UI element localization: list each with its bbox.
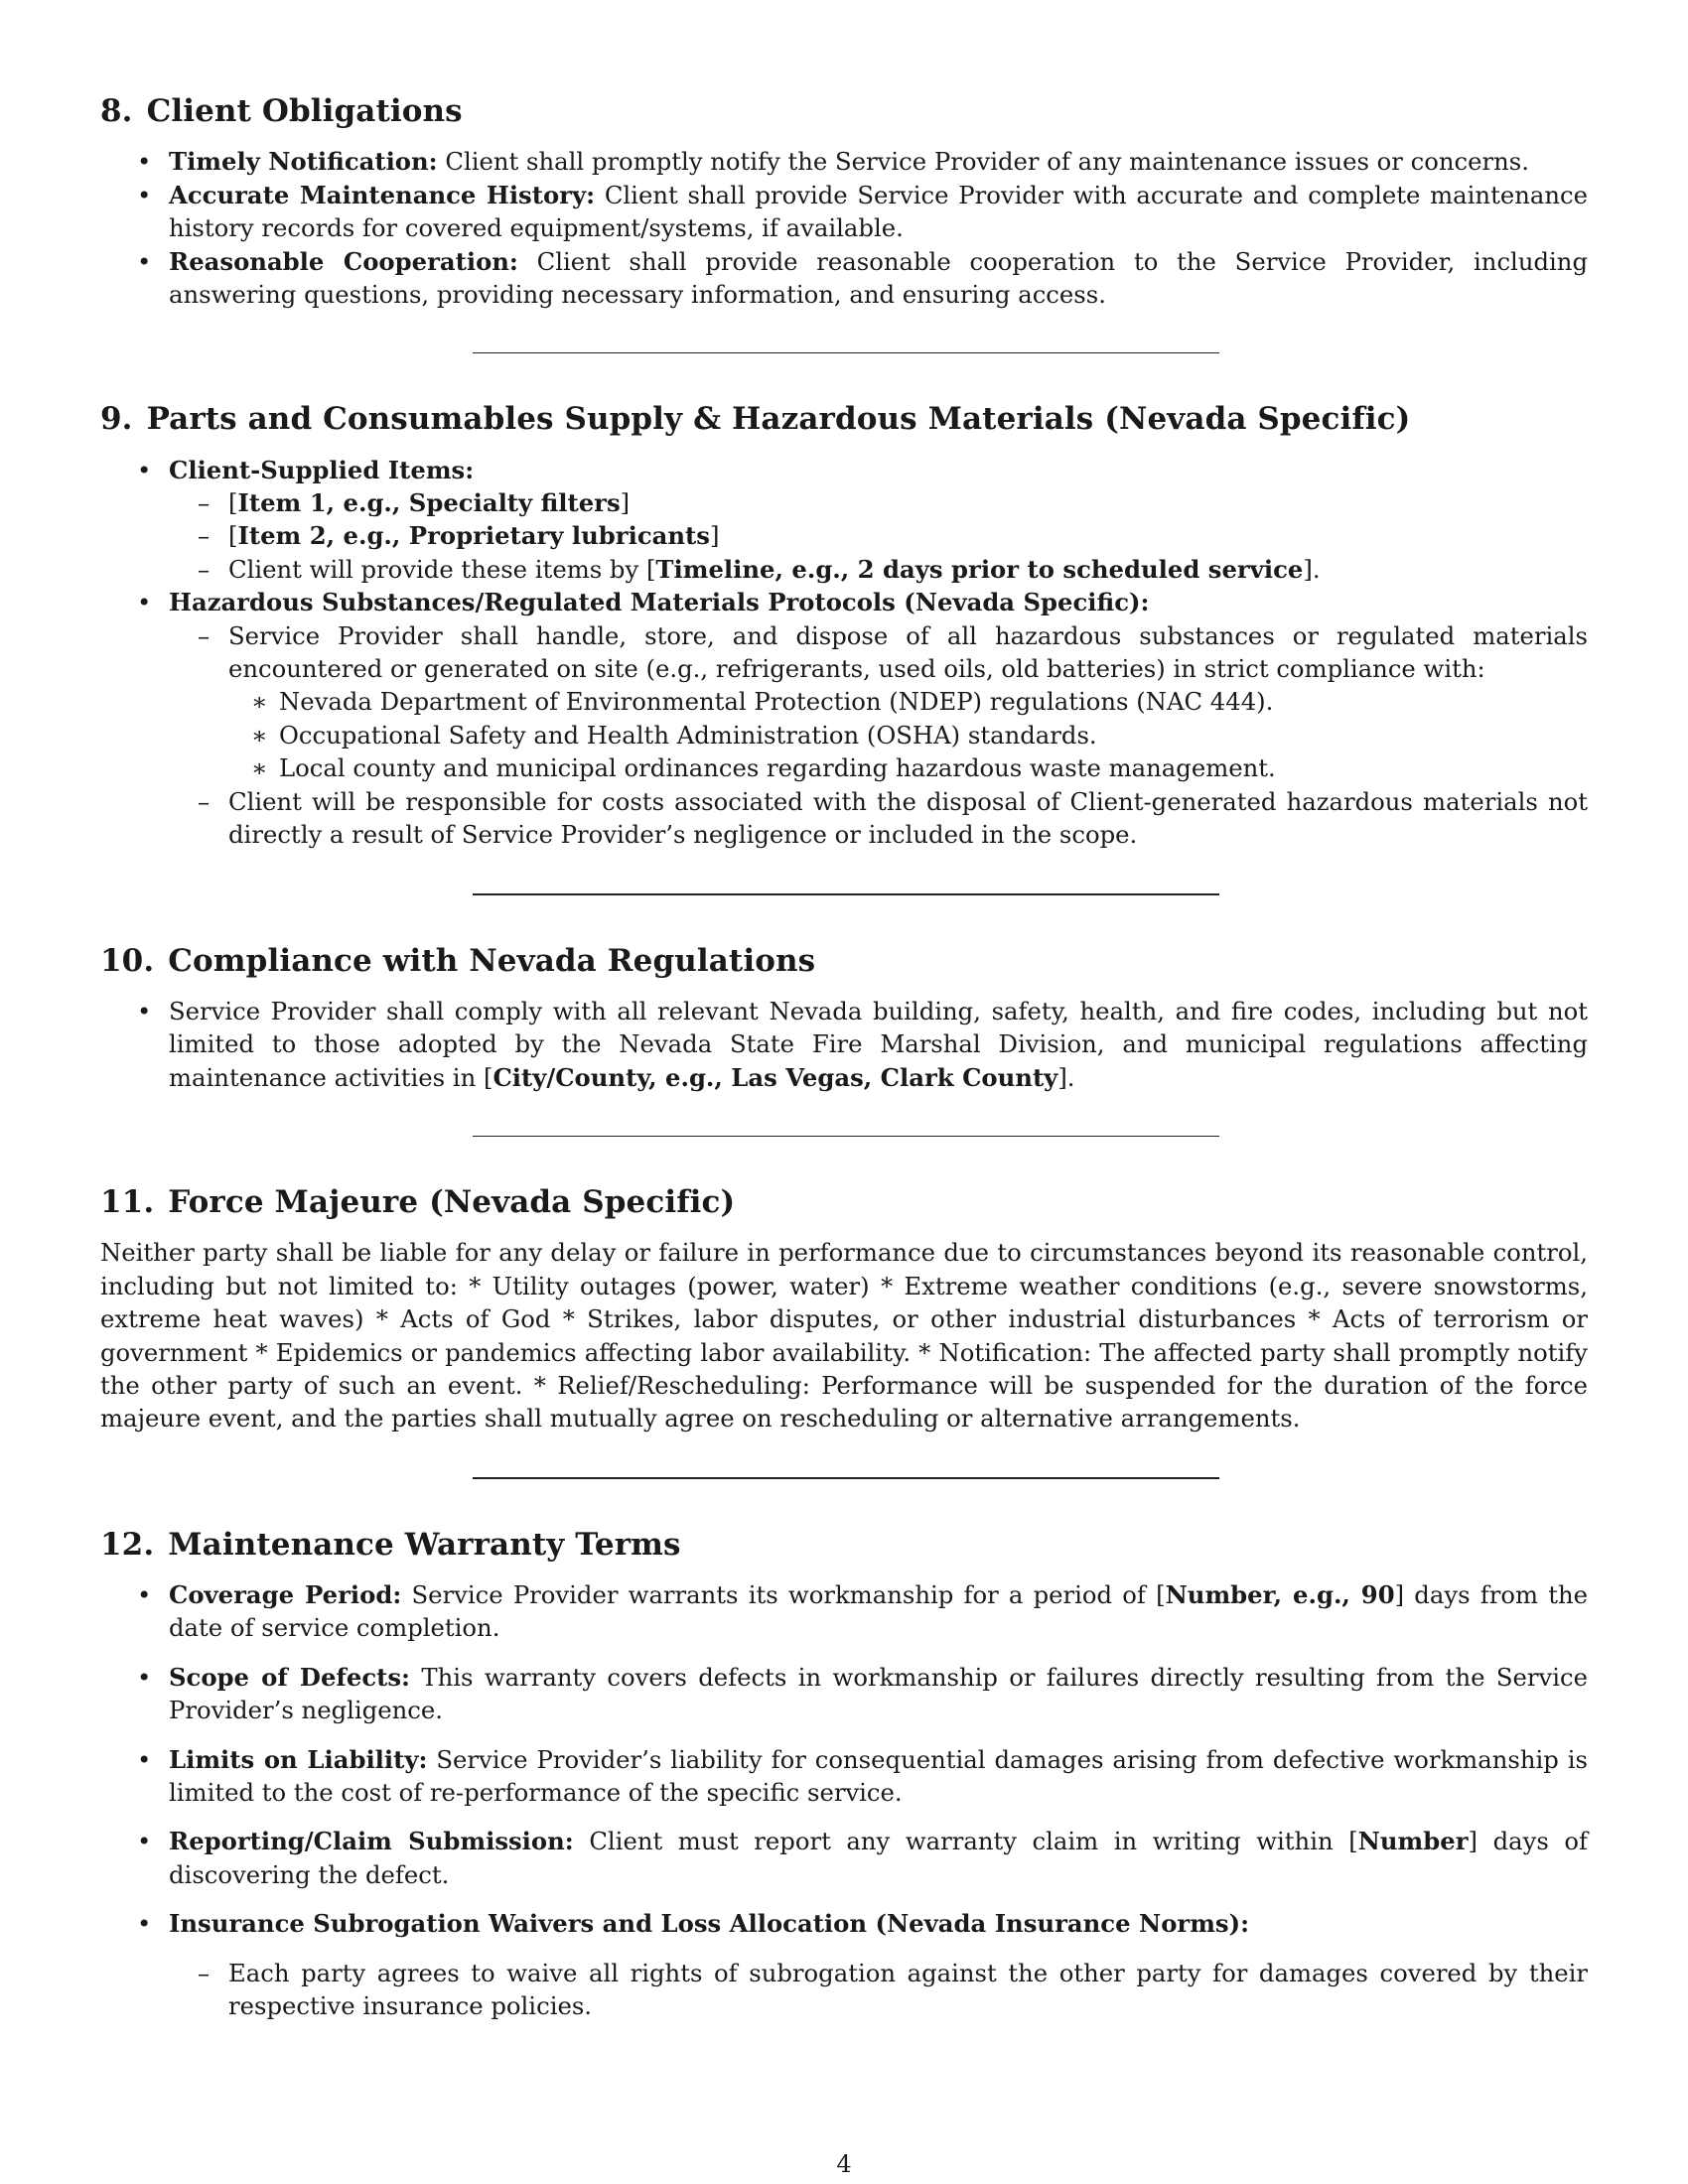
sub-sub-list-item: ∗ Nevada Department of Environmental Protection (NDEP) regulations (NAC 444). — [100, 685, 1588, 718]
sub-list-item: – Client will be responsible for costs associated with the disposal of Client-generated hazardous materials not directly a result of Service Provider’s negligence or included in the scope. — [100, 785, 1588, 852]
section-11 — [100, 1182, 1588, 1435]
section-10 — [100, 941, 1588, 1095]
section-divider — [473, 1136, 1219, 1137]
list-item: • Client-Supplied Items: — [100, 454, 1588, 486]
section-divider — [473, 352, 1219, 353]
sub-sub-list-item: ∗ Occupational Safety and Health Administration (OSHA) standards. — [100, 719, 1588, 751]
sub-list-item: – [Item 1, e.g., Specialty filters] — [100, 486, 1588, 519]
section-heading: 8. Client Obligations — [100, 93, 463, 129]
section-heading: 10. Compliance with Nevada Regulations — [100, 942, 816, 979]
list-item: • Accurate Maintenance History: Client shall provide Service Provider with accurate and complete maintenance history records for covered equipment/systems, if available. — [100, 179, 1588, 245]
list-item: • Coverage Period: Service Provider warrants its workmanship for a period of [Number, e.g., 90] days from the date of service completion. — [100, 1578, 1588, 1645]
bullet-list — [100, 1578, 1588, 2022]
list-item: • Service Provider shall comply with all relevant Nevada building, safety, health, and fire codes, including but not limited to those adopted by the Nevada State Fire Marshal Division, and municipal regulations affecting maintenance activities in [City/County, e.g., Las Vegas, Clark County]. — [100, 995, 1588, 1094]
sub-sub-list-item: ∗ Local county and municipal ordinances regarding hazardous waste management. — [100, 751, 1588, 784]
section-heading: 11. Force Majeure (Nevada Specific) — [100, 1184, 736, 1221]
page-number: 4 — [836, 2150, 852, 2178]
list-item: • Reporting/Claim Submission: Client must report any warranty claim in writing within [Number] days of discovering the defect. — [100, 1825, 1588, 1891]
section-8 — [100, 91, 1588, 311]
sub-list-item: – Client will provide these items by [Timeline, e.g., 2 days prior to scheduled service]. — [100, 553, 1588, 586]
list-item: • Scope of Defects: This warranty covers defects in workmanship or failures directly resulting from the Service Provider’s negligence. — [100, 1661, 1588, 1727]
sub-list-item: – Service Provider shall handle, store, and dispose of all hazardous substances or regulated materials encountered or generated on site (e.g., refrigerants, used oils, old batteries) in strict compliance with: — [100, 619, 1588, 686]
list-item: • Insurance Subrogation Waivers and Loss Allocation (Nevada Insurance Norms): — [100, 1907, 1588, 1940]
list-item: • Limits on Liability: Service Provider’s liability for consequential damages arising from defective workmanship is limited to the cost of re-performance of the specific service. — [100, 1743, 1588, 1810]
bullet-list — [100, 145, 1588, 311]
bullet-list — [100, 995, 1588, 1094]
bullet-list — [100, 454, 1588, 852]
list-item: • Timely Notification: Client shall promptly notify the Service Provider of any maintenance issues or concerns. — [100, 145, 1588, 178]
list-item: • Hazardous Substances/Regulated Materials Protocols (Nevada Specific): — [100, 586, 1588, 618]
sub-list-item: – [Item 2, e.g., Proprietary lubricants] — [100, 519, 1588, 552]
section-heading: 9. Parts and Consumables Supply & Hazardous Materials (Nevada Specific) — [100, 401, 1411, 438]
sub-list-item: – Each party agrees to waive all rights of subrogation against the other party for damages covered by their respective insurance policies. — [100, 1957, 1588, 2023]
section-divider — [473, 893, 1219, 895]
document-page — [100, 91, 1588, 2023]
section-paragraph: Neither party shall be liable for any delay or failure in performance due to circumstances beyond its reasonable control, including but not limited to: * Utility outages (power, water) * Extreme weather conditions (e.g., severe snowstorms, extreme heat waves) * Acts of God * Strikes, labor disputes, or other industrial disturbances * Acts of terrorism or government * Epidemics or pandemics affecting labor availability. * Notification: The affected party shall promptly notify the other party of such an event. * Relief/Rescheduling: Performance will be suspended for the duration of the force majeure event, and the parties shall mutually agree on rescheduling or alternative arrangements. — [100, 1238, 1588, 1433]
section-9 — [100, 399, 1588, 851]
list-item: • Reasonable Cooperation: Client shall provide reasonable cooperation to the Service Provider, including answering questions, providing necessary information, and ensuring access. — [100, 245, 1588, 312]
section-12 — [100, 1525, 1588, 2023]
section-divider — [473, 1477, 1219, 1479]
section-heading: 12. Maintenance Warranty Terms — [100, 1526, 681, 1563]
